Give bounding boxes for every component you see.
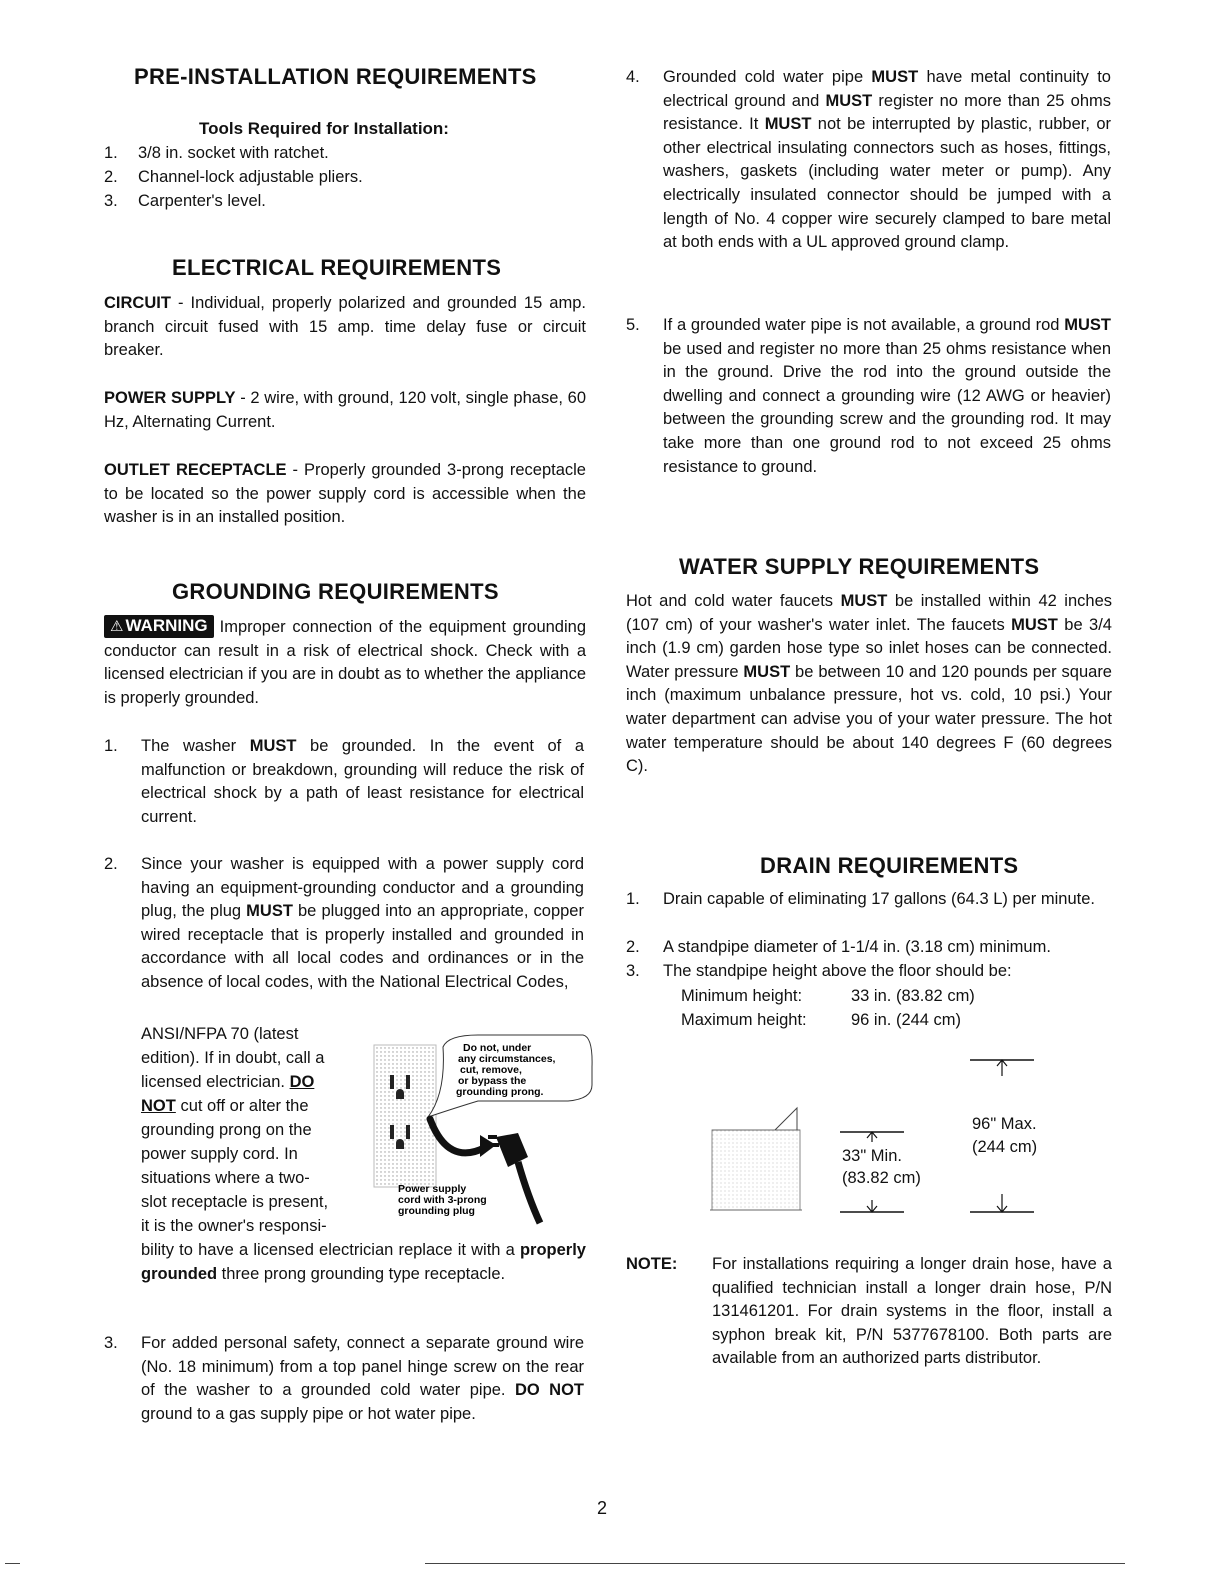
list-number: 2. xyxy=(626,938,640,956)
curved-arrow xyxy=(430,1119,486,1153)
list-number: 3. xyxy=(104,1334,118,1352)
wrap-line: slot receptacle is present, xyxy=(141,1193,329,1211)
warning-label: WARNING xyxy=(125,616,208,635)
list-number: 1. xyxy=(104,144,118,162)
min-height-label: Minimum height: xyxy=(681,987,803,1005)
wrap-line: edition). If in doubt, call a xyxy=(141,1049,325,1067)
plug-icon xyxy=(488,1133,540,1223)
list-text: A standpipe diameter of 1-1/4 in. (3.18 cm) minimum. xyxy=(663,938,1051,956)
list-text: Carpenter's level. xyxy=(138,192,266,210)
pre-installation-title: PRE-INSTALLATION REQUIREMENTS xyxy=(134,64,537,89)
list-text: Grounded cold water pipe MUST have metal continuity to electrical ground and MUST register no more than 25 ohms resistance. It MUST not be interrupted by plastic, rubber, or other electrical insulating connectors such as hoses, fittings, washers, gaskets (including water meter or pump). Any electrically insulated connector should be jumped with a length of No. 4 copper wire securely clamped to bare metal at both ends with a UL approved ground clamp. xyxy=(663,68,1111,252)
warning-paragraph xyxy=(104,615,586,710)
list-number: 1. xyxy=(626,890,640,908)
electrical-title: ELECTRICAL REQUIREMENTS xyxy=(172,255,502,280)
max-height-row xyxy=(681,1009,962,1033)
list-text: 3/8 in. socket with ratchet. xyxy=(138,144,329,162)
bottom-rule-left xyxy=(5,1563,20,1564)
washer-icon xyxy=(710,1108,802,1210)
list-text: Channel-lock adjustable pliers. xyxy=(138,168,363,186)
warning-badge xyxy=(104,615,214,638)
wrap-line: situations where a two- xyxy=(141,1169,310,1187)
figure-callout-text: Do not, under any circumstances, cut, remove, or bypass the grounding prong. xyxy=(456,1042,556,1098)
wrap-line: licensed electrician. DO xyxy=(141,1073,315,1091)
wrap-line: NOT cut off or alter the xyxy=(141,1097,309,1115)
min-height-value: 33 in. (83.82 cm) xyxy=(851,987,975,1005)
wrap-line: it is the owner's responsi- xyxy=(141,1217,327,1235)
list-text: If a grounded water pipe is not available, a ground rod MUST be used and register no more than 25 ohms resistance when in the ground. Drive the rod into the ground outside the dwelling and connect a grounding wire (12 AWG or heavier) between the grounding screw and the grounding rod. It may take more than one ground rod to not exceed 25 ohms resistance to ground. xyxy=(663,316,1111,476)
wrap-line: ANSI/NFPA 70 (latest xyxy=(141,1025,299,1043)
drain-title: DRAIN REQUIREMENTS xyxy=(760,853,1019,878)
wrap-line: power supply cord. In xyxy=(141,1145,298,1163)
list-number: 2. xyxy=(104,168,118,186)
water-supply-paragraph: Hot and cold water faucets MUST be installed within 42 inches (107 cm) of your washer's water inlet. The faucets MUST be 3/4 inch (1.9 cm) garden hose type so inlet hoses can be connected. Water pressure MUST be between 10 and 120 pounds per square inch (maximum unbalance pressure, hot vs. cold, 10 psi.) Your water department can advise you of your water pressure. The hot water temperature should be about 140 degrees F (60 degrees C). xyxy=(626,592,1112,776)
circuit-label: CIRCUIT xyxy=(104,294,171,312)
diagram-max-label: 96" Max. xyxy=(972,1115,1037,1133)
wrap-line: grounding prong on the xyxy=(141,1121,312,1139)
diagram-max-cm: (244 cm) xyxy=(972,1138,1038,1156)
list-number: 4. xyxy=(626,68,640,86)
figure-plug-label: Power supply cord with 3-prong grounding plug xyxy=(398,1183,487,1217)
warning-triangle-icon: ⚠ xyxy=(110,618,124,635)
note-text: For installations requiring a longer drain hose, have a qualified technician install a longer drain hose, P/N 131461201. For drain systems in the floor, install a syphon break kit, P/N 5377678100. Both parts are available from an authorized parts distributor. xyxy=(712,1255,1112,1368)
max-height-label: Maximum height: xyxy=(681,1011,807,1029)
outlet-label: OUTLET RECEPTACLE xyxy=(104,461,287,479)
bottom-rule xyxy=(425,1563,1125,1564)
diagram-min-cm: (83.82 cm) xyxy=(842,1169,921,1187)
circuit-text: - Individual, properly polarized and grounded 15 amp. branch circuit fused with 15 amp. time delay fuse or circuit breaker. xyxy=(104,294,586,360)
list-text: For added personal safety, connect a separate ground wire (No. 18 minimum) from a top panel hinge screw on the rear of the washer to a grounded cold water pipe. DO NOT ground to a gas supply pipe or hot water pipe. xyxy=(141,1334,584,1423)
min-height-row xyxy=(681,985,975,1009)
list-number: 1. xyxy=(104,737,118,755)
list-text: The washer MUST be grounded. In the event of a malfunction or breakdown, grounding will reduce the risk of electrical shock by a path of least resistance for electrical current. xyxy=(141,737,584,826)
warning-text: Improper connection of the equipment grounding conductor can result in a risk of electrical shock. Check with a licensed electrician if you are in doubt as to whether the appliance is properly grounded. xyxy=(104,618,586,707)
grounding-plug-figure xyxy=(368,1027,598,1232)
circuit-paragraph xyxy=(104,292,586,363)
max-height-value: 96 in. (244 cm) xyxy=(851,1011,962,1029)
power-supply-text: - 2 wire, with ground, 120 volt, single phase, 60 Hz, Alternating Current. xyxy=(104,389,587,431)
grounding-title: GROUNDING REQUIREMENTS xyxy=(172,579,499,604)
receptacle-plate xyxy=(374,1045,436,1187)
tools-heading: Tools Required for Installation: xyxy=(199,119,449,138)
page-number: 2 xyxy=(597,1498,608,1518)
diagram-min-label: 33" Min. xyxy=(842,1147,902,1165)
list-number: 5. xyxy=(626,316,640,334)
water-supply-title: WATER SUPPLY REQUIREMENTS xyxy=(679,554,1040,579)
list-text: The standpipe height above the floor should be: xyxy=(663,962,1012,980)
list-number: 3. xyxy=(104,192,118,210)
list-number: 2. xyxy=(104,855,118,873)
grounding-item-2-tail: bility to have a licensed electrician replace it with a properly grounded three prong grounding type receptacle. xyxy=(141,1241,586,1283)
note-label: NOTE: xyxy=(626,1255,678,1273)
list-text: Since your washer is equipped with a power supply cord having an equipment-grounding conductor and a grounding plug, the plug MUST be plugged into an appropriate, copper wired receptacle that is properly installed and grounded in accordance with all local codes and ordinances or in the absence of local codes, with the National Electrical Codes, xyxy=(141,855,584,991)
power-supply-label: POWER SUPPLY xyxy=(104,389,236,407)
power-supply-paragraph xyxy=(104,387,586,434)
list-text: Drain capable of eliminating 17 gallons (64.3 L) per minute. xyxy=(663,890,1095,908)
outlet-text: - Properly grounded 3-prong receptacle to be located so the power supply cord is accessible when the washer is in an installed position. xyxy=(104,461,586,527)
outlet-paragraph xyxy=(104,459,586,530)
list-number: 3. xyxy=(626,962,640,980)
